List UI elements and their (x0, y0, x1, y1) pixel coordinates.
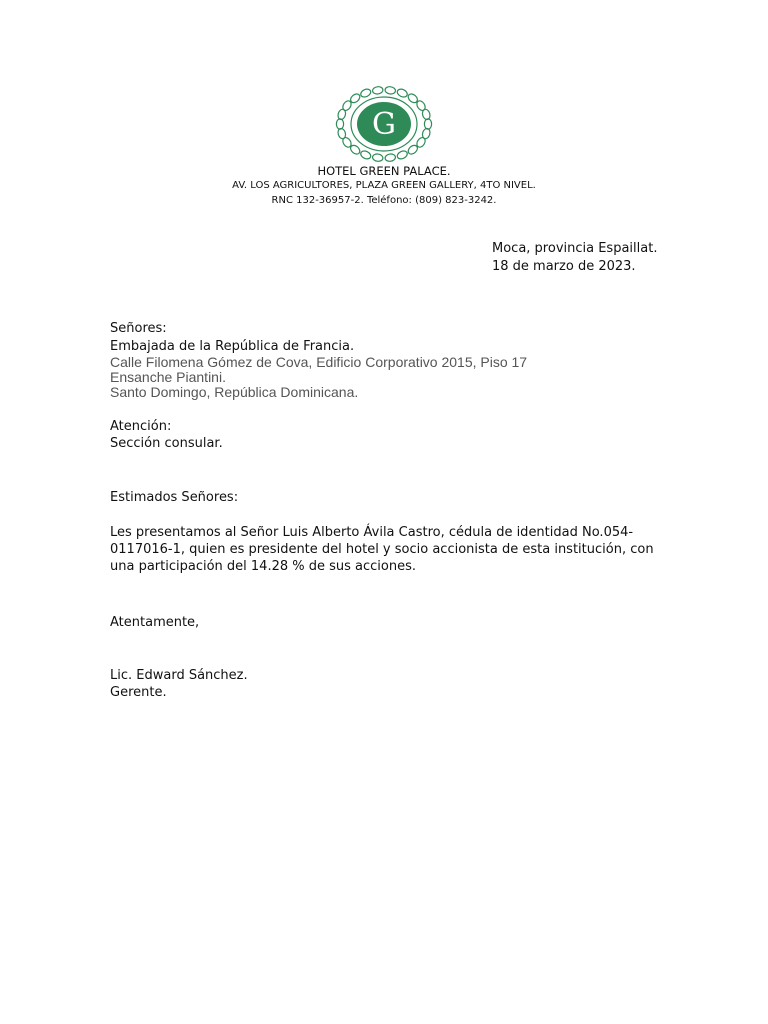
recipient-salutation: Señores: (110, 321, 167, 336)
wreath-leaf (396, 88, 408, 99)
letter-place: Moca, provincia Espaillat. (492, 241, 658, 256)
wreath-leaf (385, 153, 396, 162)
logo-letter: G (372, 107, 396, 142)
wreath-leaf (385, 86, 396, 95)
hotel-rnc-phone: RNC 132-36957-2. Teléfono: (809) 823-3242. (271, 195, 497, 206)
signature-title: Gerente. (110, 685, 167, 700)
attention-label: Atención: (110, 419, 172, 434)
wreath-leaf (372, 153, 383, 162)
recipient-sector: Ensanche Piantini. (110, 369, 226, 385)
hotel-logo-icon (333, 84, 435, 164)
wreath-leaf (372, 86, 383, 95)
wreath-leaf (396, 149, 408, 160)
wreath-leaf (336, 119, 343, 129)
wreath-leaf (337, 128, 347, 140)
hotel-address: AV. LOS AGRICULTORES, PLAZA GREEN GALLERY, 4TO NIVEL. (232, 180, 536, 191)
wreath-leaf (424, 119, 431, 129)
letter-date: 18 de marzo de 2023. (492, 259, 636, 274)
wreath-leaf (359, 149, 371, 160)
attention-value: Sección consular. (110, 436, 223, 451)
hotel-name: HOTEL GREEN PALACE. (317, 164, 451, 178)
closing: Atentamente, (110, 615, 200, 630)
body-paragraph: Les presentamos al Señor Luis Alberto Ávila Castro, cédula de identidad No.054-0117016-1, quien es presidente del hotel y socio accionista de esta institución, con una participación del 14.28 % de sus acciones. (110, 525, 654, 574)
wreath-leaf (359, 88, 371, 99)
recipient-street: Calle Filomena Gómez de Cova, Edificio Corporativo 2015, Piso 17 (110, 354, 528, 370)
wreath-leaf (421, 108, 431, 120)
recipient-name: Embajada de la República de Francia. (110, 339, 355, 354)
signature-name: Lic. Edward Sánchez. (110, 668, 248, 683)
recipient-city: Santo Domingo, República Dominicana. (110, 384, 359, 400)
greeting: Estimados Señores: (110, 490, 239, 505)
